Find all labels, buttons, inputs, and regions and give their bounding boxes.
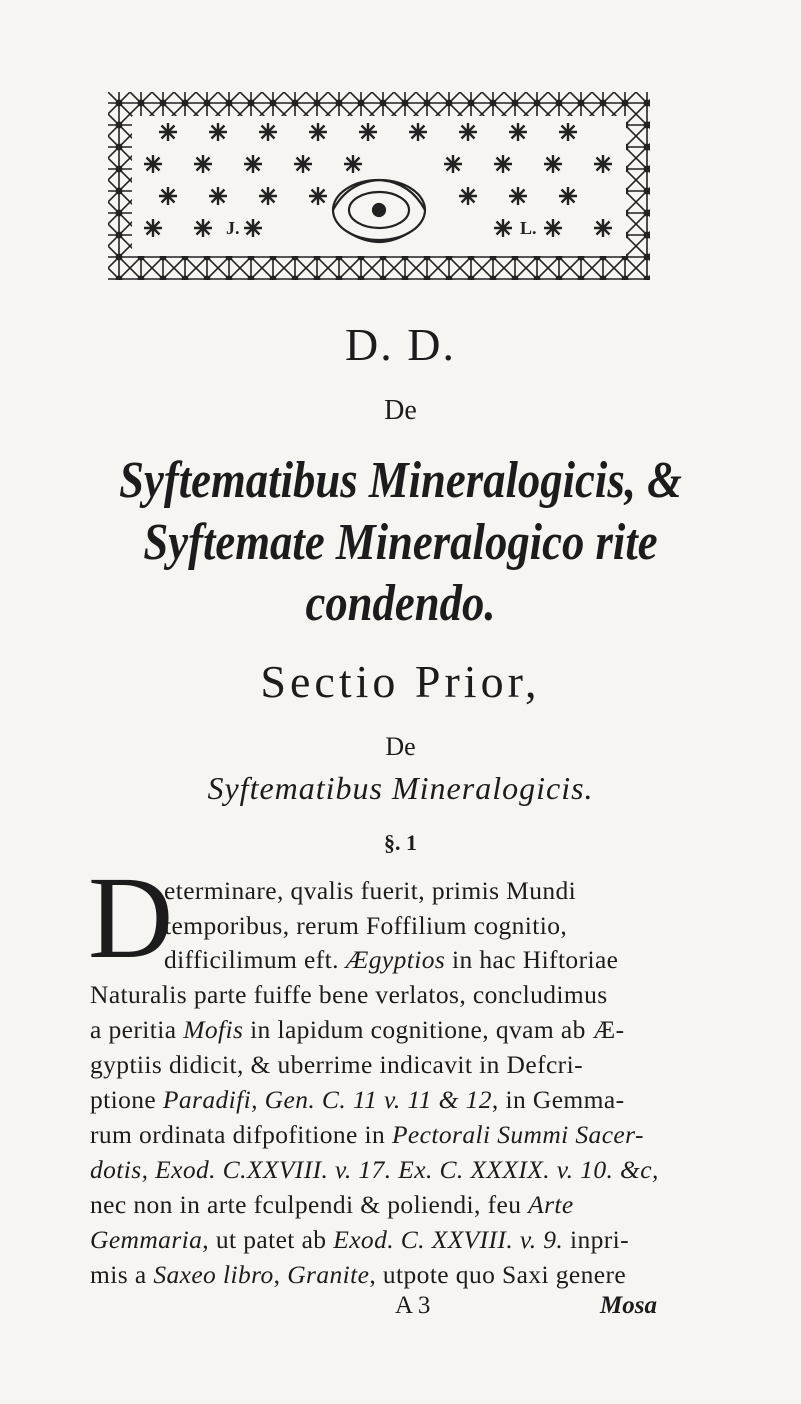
signature-mark: A 3 (395, 1292, 431, 1319)
body-line: mis a Saxeo libro, Granite, utpote quo Saxi genere (90, 1260, 627, 1289)
title-line-1: Syftematibus Mineralogicis, & (119, 452, 682, 509)
catchword: Mosa (600, 1292, 657, 1319)
heading-de: De (384, 395, 417, 426)
body-line: gyptiis didicit, & uberrime indicavit in Defcri- (90, 1050, 583, 1079)
ornamental-headpiece (108, 92, 650, 280)
body-line: ptione Paradifi, Gen. C. 11 v. 11 & 12, in Gemma- (90, 1085, 625, 1114)
body-line: eterminare, qvalis fuerit, primis Mundi (164, 876, 577, 905)
body-line: Naturalis parte fuiffe bene verlatos, concludimus (90, 980, 608, 1009)
section-subtitle: Syftematibus Mineralogicis. (207, 770, 594, 806)
body-line: temporibus, rerum Foffilium cognitio, (164, 911, 568, 940)
svg-text:L.: L. (520, 218, 537, 238)
body-line: nec non in arte fculpendi & poliendi, feu Arte (90, 1190, 574, 1219)
title-line-2: Syftemate Mineralogico rite (143, 514, 658, 571)
body-line: rum ordinata difpofitione in Pectorali Summi Sacer- (90, 1120, 644, 1149)
body-line: Gemmaria, ut patet ab Exod. C. XXVIII. v. 9. inpri- (90, 1225, 630, 1254)
section-de: De (385, 732, 416, 761)
drop-cap: D (88, 852, 174, 983)
title-line-3: condendo. (305, 575, 496, 632)
section-title: Sectio Prior, (260, 656, 541, 707)
body-line: difficilimum eft. Ægyptios in hac Hiftoriae (164, 945, 619, 974)
body-line: a peritia Mofis in lapidum cognitione, qvam ab Æ- (90, 1015, 625, 1044)
svg-text:J.: J. (226, 218, 240, 238)
body-line: dotis, Exod. C.XXVIII. v. 17. Ex. C. XXXIX. v. 10. &c, (90, 1155, 659, 1184)
author-initials: D. D. (345, 319, 456, 370)
paragraph-mark: §. 1 (384, 830, 417, 855)
